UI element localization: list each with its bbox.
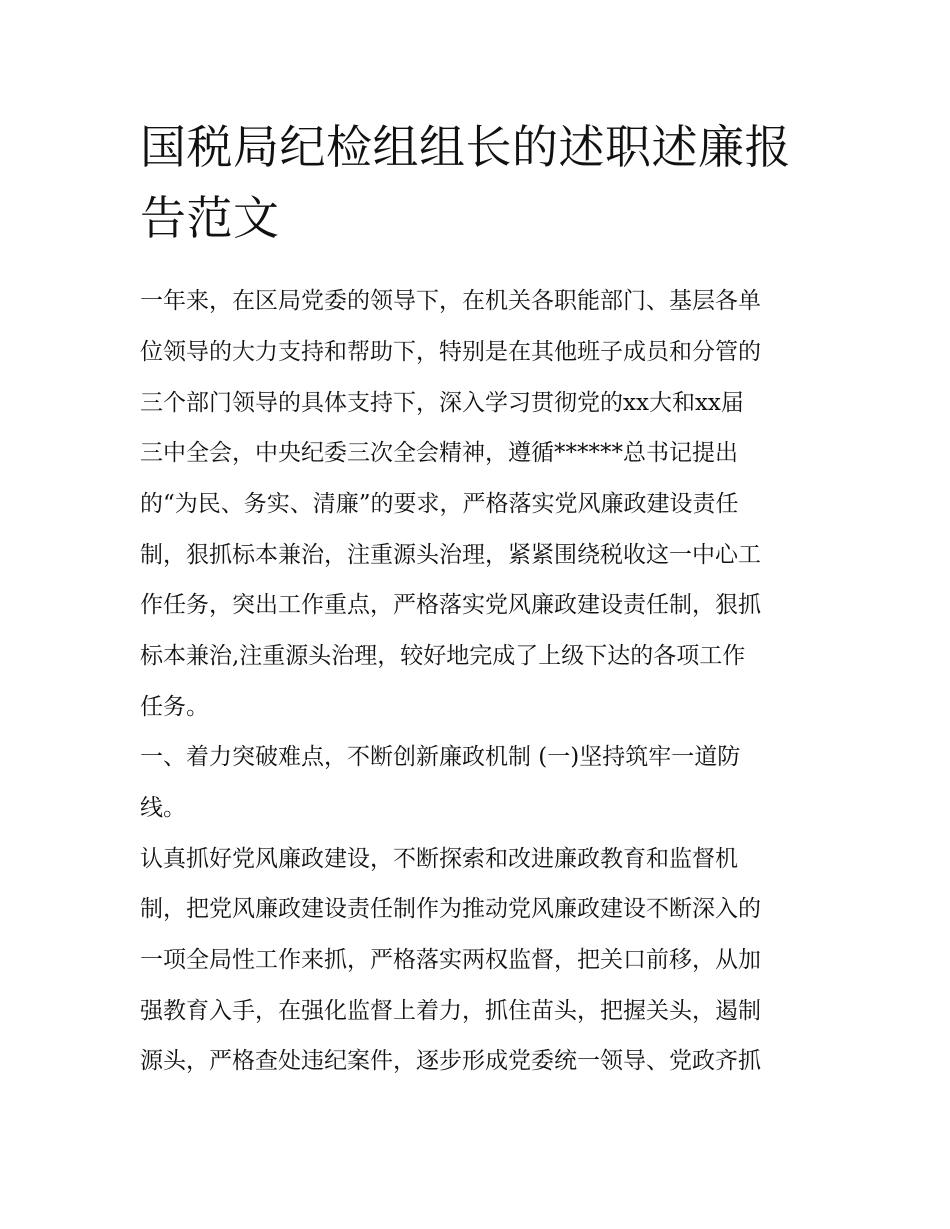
paragraph-line: 标本兼治,注重源头治理，较好地完成了上级下达的各项工作 xyxy=(140,643,746,669)
paragraph-line: 作任务，突出工作重点，严格落实党风廉政建设责任制，狠抓 xyxy=(140,592,761,618)
paragraph-line: 一年来，在区局党委的领导下，在机关各职能部门、基层各单 xyxy=(140,288,761,314)
paragraph-line: 源头，严格查处违纪案件，逐步形成党委统一领导、党政齐抓 xyxy=(140,1048,761,1074)
paragraph-line: 强教育入手，在强化监督上着力，抓住苗头，把握关头，遏制 xyxy=(140,998,761,1024)
paragraph-line: 制，狠抓标本兼治，注重源头治理，紧紧围绕税收这一中心工 xyxy=(140,542,761,568)
paragraph-line: 一、着力突破难点，不断创新廉政机制 (一)坚持筑牢一道防 xyxy=(140,744,741,770)
paragraph-line: 三个部门领导的具体支持下，深入学习贯彻党的xx大和xx届 xyxy=(140,390,744,416)
paragraph-line: 的“为民、务实、清廉”的要求，严格落实党风廉政建设责任 xyxy=(140,491,739,517)
paragraph-line: 三中全会，中央纪委三次全会精神，遵循******总书记提出 xyxy=(140,440,738,466)
paragraph-line: 认真抓好党风廉政建设，不断探索和改进廉政教育和监督机 xyxy=(140,846,738,872)
document-title: 国税局纪检组组长的述职述廉报告范文 xyxy=(140,120,791,245)
paragraph-line: 制，把党风廉政建设责任制作为推动党风廉政建设不断深入的 xyxy=(140,896,761,922)
paragraph-line: 线。 xyxy=(140,795,186,821)
paragraph-line: 任务。 xyxy=(140,694,209,720)
paragraph-line: 一项全局性工作来抓，严格落实两权监督，把关口前移，从加 xyxy=(140,947,761,973)
paragraph-line: 位领导的大力支持和帮助下，特别是在其他班子成员和分管的 xyxy=(140,339,761,365)
